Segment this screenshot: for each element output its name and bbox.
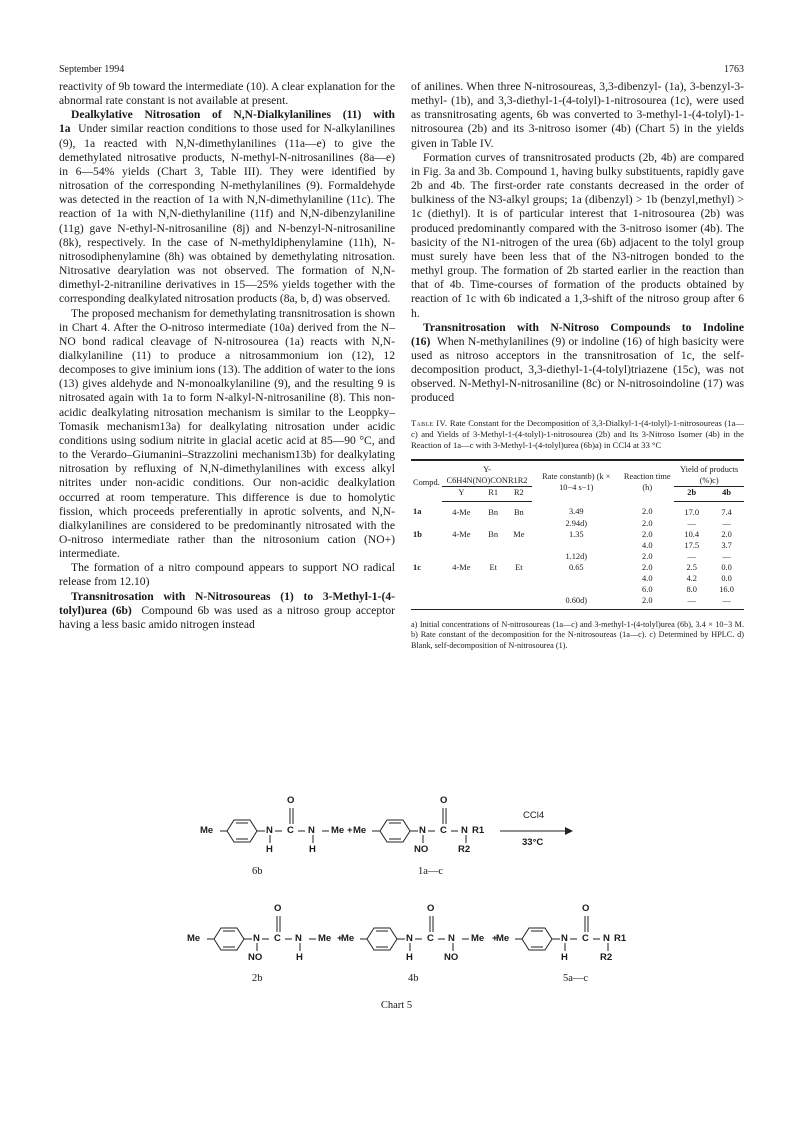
atom-label: R1: [614, 933, 627, 944]
atom-label: N: [295, 933, 302, 944]
col-header-y: Y: [442, 486, 481, 501]
table-cell-time: 2.0: [642, 507, 653, 517]
table-cell-compd: 1b: [413, 529, 422, 539]
table-row: [411, 529, 744, 540]
table-cell-r2: [505, 551, 532, 562]
table-cell-y4b: —: [722, 518, 731, 528]
paragraph: Transnitrosation with N-Nitroso Compounds to Indoline (16) When N-methylanilines (9) or indoline (16) of high basicity were used as nitroso acceptors in the transnitrosation of 1c, the self-decomposition product, 3,3-diethyl-1-(4-tolyl)triazene (15c), was not observed. N-Methyl-N-nitrosaniline (8c) or N-nitrosoindoline (17) was produced: [411, 320, 745, 405]
table-cell-y4b: 0.0: [721, 573, 732, 583]
table-row: [411, 518, 744, 529]
atom-label: H: [561, 952, 568, 963]
table-cell-y4b: 2.0: [721, 529, 732, 539]
compound-label: 5a—c: [563, 973, 589, 984]
table-cell-y: [442, 551, 481, 562]
table-cell-y2b: 17.5: [684, 540, 700, 550]
table-cell-r2: Bn: [513, 507, 524, 517]
atom-label: C: [582, 933, 589, 944]
table-cell-r2: [505, 573, 532, 584]
table-cell-y: 4-Me: [452, 507, 471, 517]
table-cell-r1: Et: [489, 562, 497, 572]
table-cell-y2b: 10.4: [684, 529, 700, 539]
atom-label: C: [427, 933, 434, 944]
atom-label: Me: [331, 825, 345, 836]
table-cell-compd: 1a: [413, 507, 422, 517]
atom-label: H: [266, 844, 273, 855]
section-heading: Transnitrosation with N-Nitrosoureas (1) to 3-Methyl-1-(4-tolyl)urea (6b): [59, 589, 395, 617]
paragraph: Dealkylative Nitrosation of N,N-Dialkylanilines (11) with 1a Under similar reaction conditions to those used for N-alkylanilines (9), 1a reacted with N,N-dimethylanilines (11a—e) to give the demethylated nitrosative products, N-methyl-N-nitrosanilines (8a—e) in 6—54% yields (Chart 3, Table III). They were identified by nitrosation of the corresponding N-methylanilines (9). Formaldehyde was detected in the reaction of 1a with N,N-dimethylaniline (11c). The reaction of 1a with N,N-diethylaniline (11f) and N,N-dibenzylaniline (11g) gave N-ethyl-N-nitrosaniline (8j) and N-benzyl-N-nitrosaniline (8k), respectively. In the case of N-methyldiphenylamine (11h), N-nitrosodiphenylamine (8h) was obtained by demethylating nitrosation. Nitrosative dearylation was not observed. The formation of N,N-dimethyl-2-nitraniline derivatives in 15—25% yields together with the corresponding dealkylated nitrosation products (8a, b, d) was observed.: [59, 108, 395, 306]
table-cell-y: [442, 584, 481, 595]
paragraph: The proposed mechanism for demethylating transnitrosation is shown in Chart 4. After the O-nitroso intermediate (10a) derived from the N–NO bond radical cleavage of N-nitrosourea (1a) reacts with N,N-dialkylaniline (11) to produce a nitrosammonium ion (12), 12 decomposes to give iminium ions (13). The addition of water to the ions (13) gives aldehyde and N-monoalkylaniline (9), and the resulting 9 is nitrosated again with 1a to form N-alkyl-N-nitrosaniline (8). This non-acidic dealkylating nitrosation mechanism is similar to the Leoppky–Tomasik mechanism13a) for dealkylating nitrosation under acidic conditions using sodium nitrite in glacial acetic acid at 85—90 °C, and to the Verardo–Giumanini–Strazzolini mechanism13b) for dealkylating nitrosation by refluxing of N,N-dimethylanilines with excess alkyl nitrites under non-acidic conditions. Our non-acidic dealkylation occurred at room temperature. This difference is due to homolytic fission, which proceeds preferentially in aprotic solvents, and N,N-dialkylanilines are considered to be predominantly nitrosated with the O-nitroso intermediate rather than the nitrosonium cation (NO+) intermediate.: [59, 306, 395, 561]
table-cell-y2b: 17.0: [684, 507, 700, 517]
atom-label: NO: [444, 952, 459, 963]
atom-label: R2: [600, 952, 613, 963]
table-row: [411, 573, 744, 584]
table-cell-y: [442, 518, 481, 529]
table-cell-rate: [532, 540, 620, 551]
atom-label: R1: [472, 825, 485, 836]
atom-label: O: [582, 903, 590, 914]
table-cell-r1: [481, 540, 505, 551]
table-cell-r1: Bn: [488, 507, 499, 517]
table-cell-time: 2.0: [620, 595, 674, 610]
reagent-label: CCl4: [523, 810, 545, 821]
table-cell-rate: 0.60d): [532, 595, 620, 610]
paragraph: Formation curves of transnitrosated products (2b, 4b) are compared in Fig. 3a and 3b. Compound 1, having bulky substituents, rapidly gave 2b and 4b. The first-order rate constants decreased in the order of bulkiness of the N3-alkyl groups; 1a (dibenzyl) > 1b (benzyl,methyl) > 1c (diethyl). It is of particular interest that 1-nitrosourea (2b) was produced predominantly compared with the 3-nitroso isomer (4b). The basicity of the N1-nitrogen of the urea (6b) adjacent to the tolyl group must surely have been less that of the N3-nitrogen bonded to the methyl group. The formation of 2b started earlier in the reaction than that of 4b. Time-courses of formation of the products obtained by reaction of 1c with 6b indicated a 1,3-shift of the nitroso group after 6 h.: [411, 150, 744, 320]
atom-label: O: [427, 903, 435, 914]
atom-label: Me: [200, 825, 214, 836]
paragraph: of anilines. When three N-nitrosoureas, 3,3-dibenzyl- (1a), 3-benzyl-3-methyl- (1b), and 3,3-diethyl-1-(4-tolyl)-1-nitrosourea (1c), were used as transnitrosating agents, 6b was converted to 3-methyl-1-(4-tolyl)-1-nitrosourea (2b) and its 3-nitroso isomer (4b) (Chart 5) in the yields given in Table IV.: [411, 80, 744, 150]
atom-label: C: [274, 933, 281, 944]
table-row: [411, 595, 744, 610]
table-cell-rate: 2.94d): [565, 518, 588, 528]
table-cell-compd: [411, 573, 442, 584]
atom-label: N: [253, 933, 260, 944]
col-header-formula: Y-C6H4N(NO)CONR1R2: [442, 460, 533, 487]
atom-label: Me: [187, 933, 201, 944]
table-cell-r1: [481, 551, 505, 562]
atom-label: N: [419, 825, 426, 836]
table-cell-r2: Et: [515, 562, 523, 572]
table-cell-r2: Me: [513, 529, 525, 539]
table-cell-rate: 0.65: [568, 562, 584, 572]
plus-sign: +: [337, 933, 343, 944]
table-row: [411, 501, 744, 518]
table-cell-time: 2.0: [642, 518, 653, 528]
atom-label: N: [461, 825, 468, 836]
table-cell-y2b: —: [687, 551, 696, 561]
compound-label: 6b: [252, 866, 263, 877]
table-cell-compd: [411, 584, 442, 595]
atom-label: N: [448, 933, 455, 944]
paragraph: reactivity of 9b toward the intermediate (10). A clear explanation for the abnormal rate constant is not available at present.: [59, 80, 395, 108]
table-cell-y4b: 3.7: [721, 540, 732, 550]
right-column: [411, 80, 744, 651]
table-footnotes: a) Initial concentrations of N-nitrosoureas (1a—c) and 3-methyl-1-(4-tolyl)urea (6b), 3.4 × 10−3 M. b) Rate constant of the decomposition for the N-nitrosoureas (1a—c). c) Determined by HPLC. d) Blank, self-decomposition of N-nitrosourea (1).: [411, 619, 744, 650]
col-header-r2: R2: [505, 486, 532, 501]
atom-label: N: [266, 825, 273, 836]
table-cell-y4b: 16.0: [719, 584, 734, 594]
table-cell-rate: 3.49: [568, 507, 584, 517]
table-cell-y2b: —: [687, 518, 696, 528]
table-row: [411, 562, 744, 573]
compound-label: 2b: [252, 973, 263, 984]
table-cell-y2b: 4.2: [686, 573, 697, 583]
table-cell-compd: [411, 595, 442, 610]
col-header-4b: 4b: [709, 486, 744, 501]
table-label: Table IV.: [411, 417, 448, 428]
col-header-rate: Rate constantb) (k × 10−4 s−1): [532, 460, 620, 502]
table-cell-y: [442, 540, 481, 551]
table-cell-y4b: —: [709, 595, 744, 610]
table-cell-y4b: 7.4: [721, 507, 732, 517]
table-cell-y2b: 2.5: [686, 562, 697, 572]
atom-label: C: [287, 825, 294, 836]
atom-label: NO: [414, 844, 429, 855]
temperature-label: 33°C: [522, 837, 544, 848]
left-column: [59, 80, 395, 632]
atom-label: O: [287, 795, 295, 806]
table-cell-compd: [411, 540, 442, 551]
table-cell-r1: [481, 573, 505, 584]
table-cell-r2: [505, 584, 532, 595]
table-cell-r1: [481, 584, 505, 595]
col-header-2b: 2b: [674, 486, 709, 501]
table-cell-r1: Bn: [488, 529, 499, 539]
scheme-title: Chart 5: [380, 1000, 413, 1011]
data-table: [411, 459, 744, 610]
col-header-yield: Yield of products (%)c): [674, 460, 744, 487]
running-header-date: September 1994: [59, 64, 125, 75]
atom-label: Me: [318, 933, 332, 944]
table-row: [411, 584, 744, 595]
atom-label: N: [308, 825, 315, 836]
atom-label: N: [561, 933, 568, 944]
plus-sign: +: [347, 825, 353, 836]
table-cell-time: 2.0: [642, 529, 653, 539]
table-cell-r1: [481, 518, 505, 529]
atom-label: C: [440, 825, 447, 836]
atom-label: NO: [248, 952, 263, 963]
table-cell-y: 4-Me: [452, 529, 471, 539]
atom-label: Me: [353, 825, 367, 836]
table-cell-rate: [532, 573, 620, 584]
compound-label: 4b: [408, 973, 419, 984]
table-cell-time: 2.0: [642, 562, 653, 572]
section-heading: Transnitrosation with N-Nitroso Compounds to Indoline (16): [411, 320, 744, 348]
atom-label: Me: [471, 933, 485, 944]
table-cell-time: 2.0: [642, 551, 653, 561]
table-cell-y: [442, 595, 481, 610]
paragraph: The formation of a nitro compound appears to support NO radical release from 12.10): [59, 561, 395, 589]
atom-label: N: [603, 933, 610, 944]
table-cell-time: 4.0: [642, 573, 653, 583]
table-cell-y: [442, 573, 481, 584]
table-cell-y4b: 0.0: [721, 562, 732, 572]
table-cell-r2: [505, 540, 532, 551]
table-cell-r2: [505, 595, 532, 610]
col-header-compd: Compd.: [411, 460, 442, 502]
compound-label: 1a—c: [418, 866, 444, 877]
table-cell-compd: [411, 551, 442, 562]
reaction-scheme: [0, 770, 793, 1020]
table-caption: Table IV. Rate Constant for the Decomposition of 3,3-Dialkyl-1-(4-tolyl)-1-nitrosoureas (1a—c) and Yields of 3-Methyl-1-(4-tolyl)-1-nitrosourea (2b) and Its 3-Nitroso Isomer (4b) in the Reaction of 1a—c with 3-Methyl-1-(4-tolyl)urea (6b)a) in CCl4 at 33 °C: [411, 417, 744, 450]
arrow-head-icon: [565, 827, 573, 835]
atom-label: Me: [341, 933, 355, 944]
col-header-time: Reaction time (h): [620, 460, 674, 502]
table-cell-compd: 1c: [413, 562, 421, 572]
table-cell-y2b: 8.0: [686, 584, 697, 594]
table-cell-rate: [532, 584, 620, 595]
table-cell-y2b: —: [674, 595, 709, 610]
table-cell-r2: [505, 518, 532, 529]
table-cell-compd: [411, 518, 442, 529]
atom-label: N: [406, 933, 413, 944]
atom-label: H: [296, 952, 303, 963]
col-header-r1: R1: [481, 486, 505, 501]
page-number: 1763: [724, 64, 744, 75]
paragraph: Transnitrosation with N-Nitrosoureas (1) to 3-Methyl-1-(4-tolyl)urea (6b) Compound 6b was used as a nitroso group acceptor having a less basic amido nitrogen instead: [59, 589, 396, 631]
table-cell-rate: 1.12d): [565, 551, 588, 561]
atom-label: Me: [496, 933, 510, 944]
table-cell-r1: [481, 595, 505, 610]
atom-label: H: [406, 952, 413, 963]
section-heading: Dealkylative Nitrosation of N,N-Dialkylanilines (11) with 1a: [59, 108, 395, 136]
table-cell-rate: 1.35: [568, 529, 584, 539]
table-cell-y: 4-Me: [452, 562, 471, 572]
plus-sign: +: [492, 933, 498, 944]
table-cell-time: 6.0: [642, 584, 653, 594]
atom-label: O: [274, 903, 282, 914]
table-row: [411, 551, 744, 562]
table-row: [411, 540, 744, 551]
atom-label: H: [309, 844, 316, 855]
table-cell-y4b: —: [722, 551, 731, 561]
atom-label: O: [440, 795, 448, 806]
atom-label: R2: [458, 844, 471, 855]
scheme-drawing: [0, 770, 793, 1020]
table-cell-time: 4.0: [642, 540, 653, 550]
